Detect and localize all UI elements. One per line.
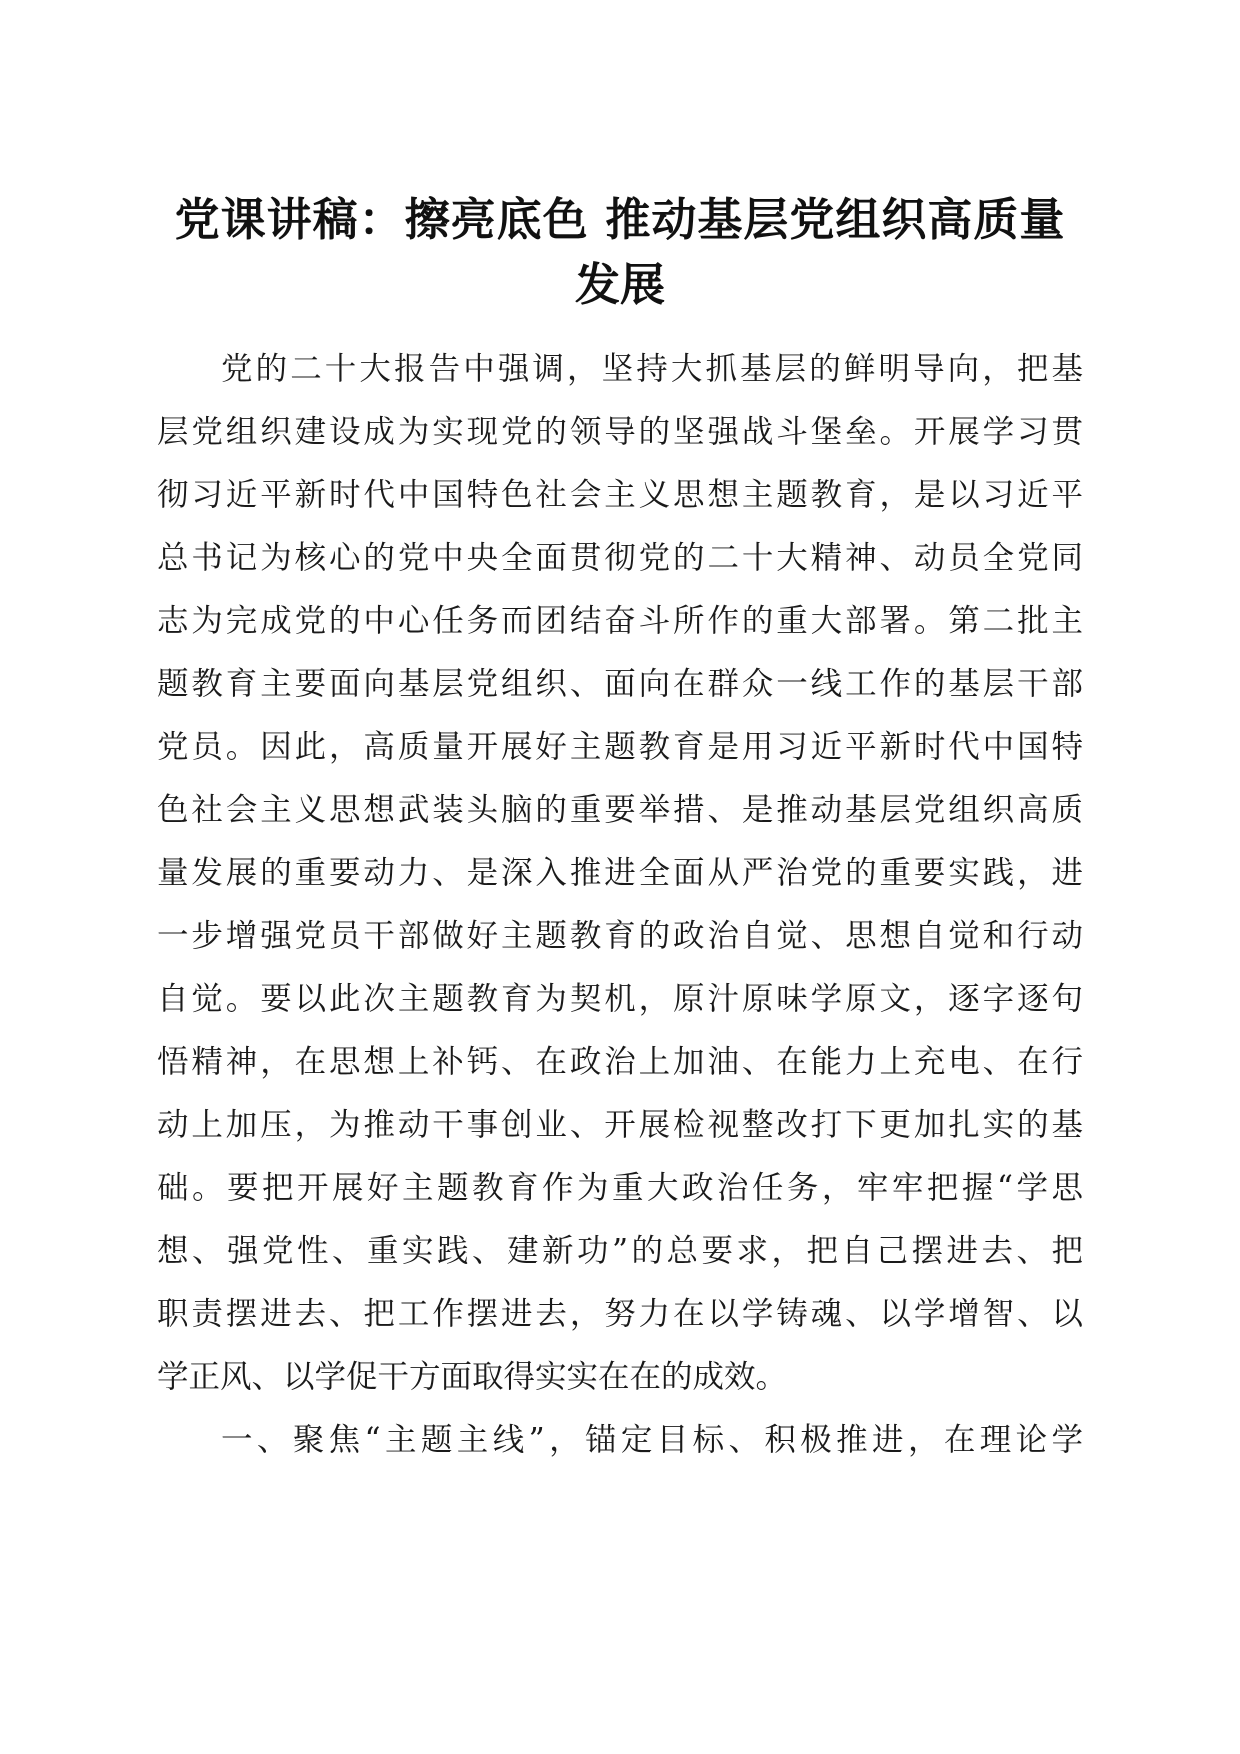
- paragraph-1-line-6: 题教育主要面向基层党组织、面向在群众一线工作的基层干部: [157, 666, 1083, 702]
- paragraph-1-line-15: 想、强党性、重实践、建新功”的总要求，把自己摆进去、把: [157, 1233, 1083, 1269]
- paragraph-1-line-11: 自觉。要以此次主题教育为契机，原汁原味学原文，逐字逐句: [157, 981, 1083, 1017]
- paragraph-2-line-1: 一、聚焦“主题主线”，锚定目标、积极推进，在理论学: [221, 1422, 1083, 1458]
- paragraph-1-line-3: 彻习近平新时代中国特色社会主义思想主题教育，是以习近平: [157, 477, 1083, 513]
- paragraph-1-line-1: 党的二十大报告中强调，坚持大抓基层的鲜明导向，把基: [221, 351, 1083, 387]
- paragraph-1-line-17: 学正风、以学促干方面取得实实在在的成效。: [157, 1359, 788, 1395]
- paragraph-1-line-14: 础。要把开展好主题教育作为重大政治任务，牢牢把握“学思: [157, 1170, 1083, 1206]
- paragraph-1-line-4: 总书记为核心的党中央全面贯彻党的二十大精神、动员全党同: [157, 540, 1083, 576]
- paragraph-1-line-2: 层党组织建设成为实现党的领导的坚强战斗堡垒。开展学习贯: [157, 414, 1083, 450]
- paragraph-1-line-13: 动上加压，为推动干事创业、开展检视整改打下更加扎实的基: [157, 1107, 1083, 1143]
- paragraph-1-line-7: 党员。因此，高质量开展好主题教育是用习近平新时代中国特: [157, 729, 1083, 765]
- document-title-line-2: 发展: [574, 258, 665, 311]
- paragraph-1-line-12: 悟精神，在思想上补钙、在政治上加油、在能力上充电、在行: [157, 1044, 1083, 1080]
- paragraph-1-line-16: 职责摆进去、把工作摆进去，努力在以学铸魂、以学增智、以: [157, 1296, 1083, 1332]
- paragraph-1-line-10: 一步增强党员干部做好主题教育的政治自觉、思想自觉和行动: [157, 918, 1083, 954]
- paragraph-1-line-5: 志为完成党的中心任务而团结奋斗所作的重大部署。第二批主: [157, 603, 1083, 639]
- document-title-line-1: 党课讲稿：擦亮底色 推动基层党组织高质量: [174, 193, 1066, 246]
- paragraph-1-line-8: 色社会主义思想武装头脑的重要举措、是推动基层党组织高质: [157, 792, 1083, 828]
- paragraph-1-line-9: 量发展的重要动力、是深入推进全面从严治党的重要实践，进: [157, 855, 1083, 891]
